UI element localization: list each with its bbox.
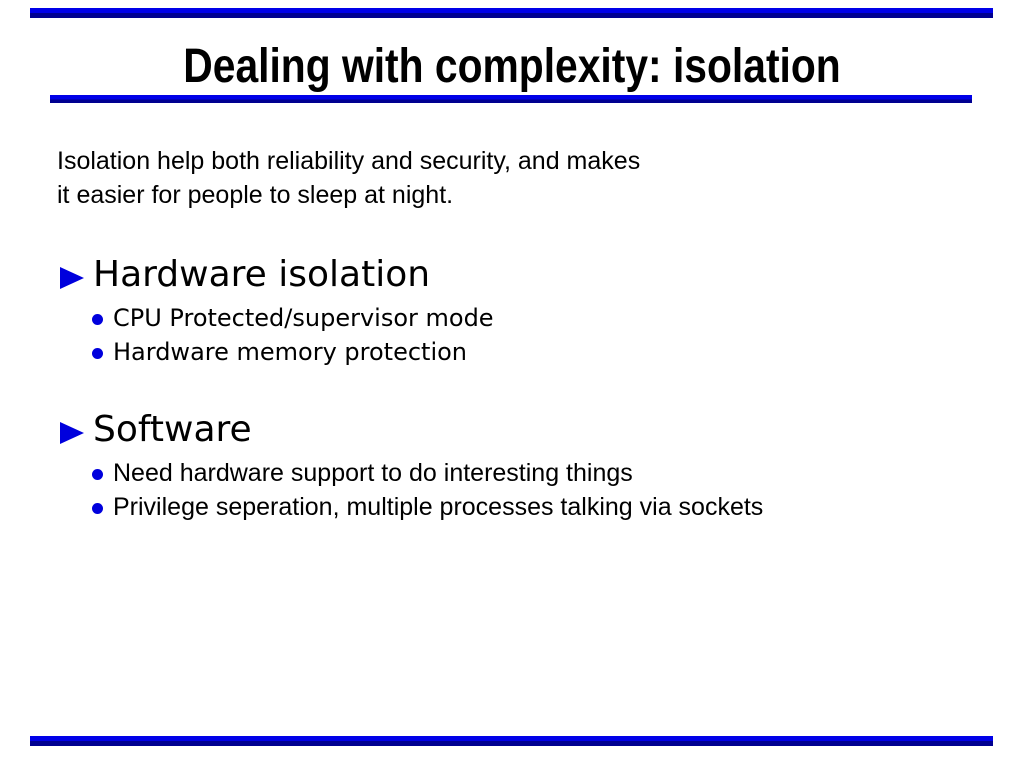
list-item — [92, 301, 494, 335]
page-title: Dealing with complexity: isolation — [183, 40, 841, 93]
dot-bullet-icon — [92, 314, 103, 325]
section-heading-label: Hardware isolation — [93, 254, 431, 295]
top-rule-bar — [30, 8, 993, 18]
triangle-right-icon — [60, 422, 84, 444]
section-heading-hardware-isolation — [60, 251, 430, 299]
list-item — [92, 490, 763, 524]
bottom-rule-bar — [30, 736, 993, 746]
bullet-list-software — [92, 456, 763, 524]
bullet-text: Hardware memory protection — [113, 338, 468, 366]
dot-bullet-icon — [92, 348, 103, 359]
intro-line-1: Isolation help both reliability and security, and makes — [57, 147, 641, 175]
intro-paragraph — [57, 144, 640, 212]
list-item — [92, 335, 494, 369]
section-heading-software — [60, 406, 252, 454]
section-heading-label: Software — [93, 409, 252, 450]
dot-bullet-icon — [92, 503, 103, 514]
bullet-text: Privilege seperation, multiple processes talking via sockets — [113, 493, 764, 521]
intro-line-2: it easier for people to sleep at night. — [57, 181, 454, 209]
bullet-text: Need hardware support to do interesting things — [113, 459, 633, 487]
triangle-right-icon — [60, 267, 84, 289]
bullet-list-hardware — [92, 301, 494, 369]
title-underline-rule — [50, 95, 972, 103]
bullet-text: CPU Protected/supervisor mode — [113, 304, 494, 332]
list-item — [92, 456, 763, 490]
dot-bullet-icon — [92, 469, 103, 480]
